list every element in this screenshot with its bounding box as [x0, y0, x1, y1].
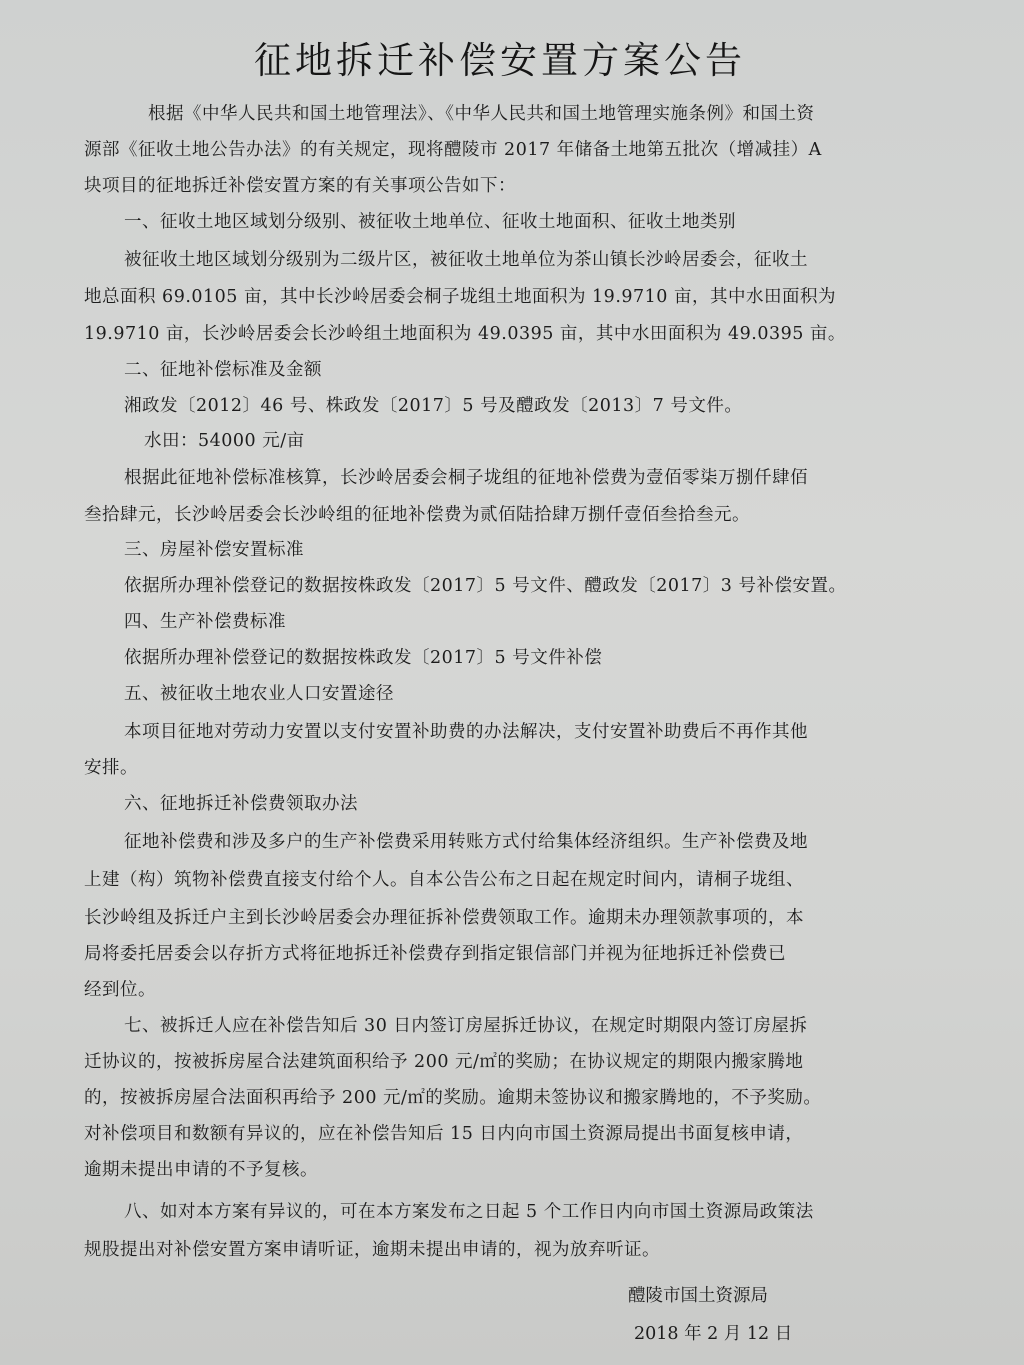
section-heading: 六、征地拆迁补偿费领取办法: [124, 794, 358, 814]
paragraph-line: 源部《征收土地公告办法》的有关规定，现将醴陵市 2017 年储备土地第五批次（增减挂）A: [84, 140, 822, 160]
paragraph-line: 安排。: [84, 758, 138, 778]
section-heading: 七、被拆迁人应在补偿告知后 30 日内签订房屋拆迁协议，在规定时期限内签订房屋拆: [124, 1016, 808, 1036]
paragraph-line: 依据所办理补偿登记的数据按株政发〔2017〕5 号文件补偿: [124, 648, 603, 668]
paragraph-line: 叁拾肆元，长沙岭居委会长沙岭组的征地补偿费为贰佰陆拾肆万捌仟壹佰叁拾叁元。: [84, 505, 750, 525]
section-heading: 五、被征收土地农业人口安置途径: [124, 684, 394, 704]
section-heading: 四、生产补偿费标准: [124, 612, 286, 632]
section-heading: 一、征收土地区域划分级别、被征收土地单位、征收土地面积、征收土地类别: [124, 212, 736, 232]
paragraph-line: 规股提出对补偿安置方案申请听证，逾期未提出申请的，视为放弃听证。: [84, 1240, 660, 1260]
paragraph-line: 根据此征地补偿标准核算，长沙岭居委会桐子垅组的征地补偿费为壹佰零柒万捌仟肆佰: [124, 468, 808, 488]
paragraph-line: 依据所办理补偿登记的数据按株政发〔2017〕5 号文件、醴政发〔2017〕3 号补偿安置。: [124, 576, 847, 596]
paragraph-line: 的，按被拆房屋合法面积再给予 200 元/㎡的奖励。逾期未签协议和搬家腾地的，不予奖励。: [84, 1088, 822, 1108]
paragraph-line: 地总面积 69.0105 亩，其中长沙岭居委会桐子垅组土地面积为 19.9710 亩，其中水田面积为: [84, 287, 836, 307]
paragraph-line: 本项目征地对劳动力安置以支付安置补助费的办法解决，支付安置补助费后不再作其他: [124, 722, 808, 742]
paragraph-line: 块项目的征地拆迁补偿安置方案的有关事项公告如下：: [84, 176, 516, 196]
paragraph-line: 征地补偿费和涉及多户的生产补偿费采用转账方式付给集体经济组织。生产补偿费及地: [124, 832, 808, 852]
issuer-signature: 醴陵市国土资源局: [628, 1286, 768, 1306]
paragraph-line: 对补偿项目和数额有异议的，应在补偿告知后 15 日内向市国土资源局提出书面复核申请，: [84, 1124, 804, 1144]
section-heading: 二、征地补偿标准及金额: [124, 360, 322, 380]
paragraph-line: 湘政发〔2012〕46 号、株政发〔2017〕5 号及醴政发〔2013〕7 号文件。: [124, 396, 743, 416]
paragraph-line: 局将委托居委会以存折方式将征地拆迁补偿费存到指定银信部门并视为征地拆迁补偿费已: [84, 944, 786, 964]
paragraph-line: 19.9710 亩，长沙岭居委会长沙岭组土地面积为 49.0395 亩，其中水田面积为 49.0395 亩。: [84, 324, 846, 344]
paragraph-line: 上建（构）筑物补偿费直接支付给个人。自本公告公布之日起在规定时间内，请桐子垅组、: [84, 870, 804, 890]
issue-date: 2018 年 2 月 12 日: [634, 1324, 793, 1344]
paragraph-line: 逾期未提出申请的不予复核。: [84, 1160, 318, 1180]
paragraph-line: 被征收土地区域划分级别为二级片区，被征收土地单位为茶山镇长沙岭居委会，征收土: [124, 250, 808, 270]
paragraph-line: 长沙岭组及拆迁户主到长沙岭居委会办理征拆补偿费领取工作。逾期未办理领款事项的，本: [84, 908, 804, 928]
paragraph-line: 水田：54000 元/亩: [144, 431, 305, 451]
section-heading: 三、房屋补偿安置标准: [124, 540, 304, 560]
section-heading: 八、如对本方案有异议的，可在本方案发布之日起 5 个工作日内向市国土资源局政策法: [124, 1202, 814, 1222]
paragraph-line: 经到位。: [84, 980, 156, 1000]
paragraph-line: 根据《中华人民共和国土地管理法》、《中华人民共和国土地管理实施条例》和国土资: [148, 104, 815, 124]
document-title: 征地拆迁补偿安置方案公告: [254, 39, 746, 82]
paragraph-line: 迁协议的，按被拆房屋合法建筑面积给予 200 元/㎡的奖励；在协议规定的期限内搬家腾地: [84, 1052, 804, 1072]
